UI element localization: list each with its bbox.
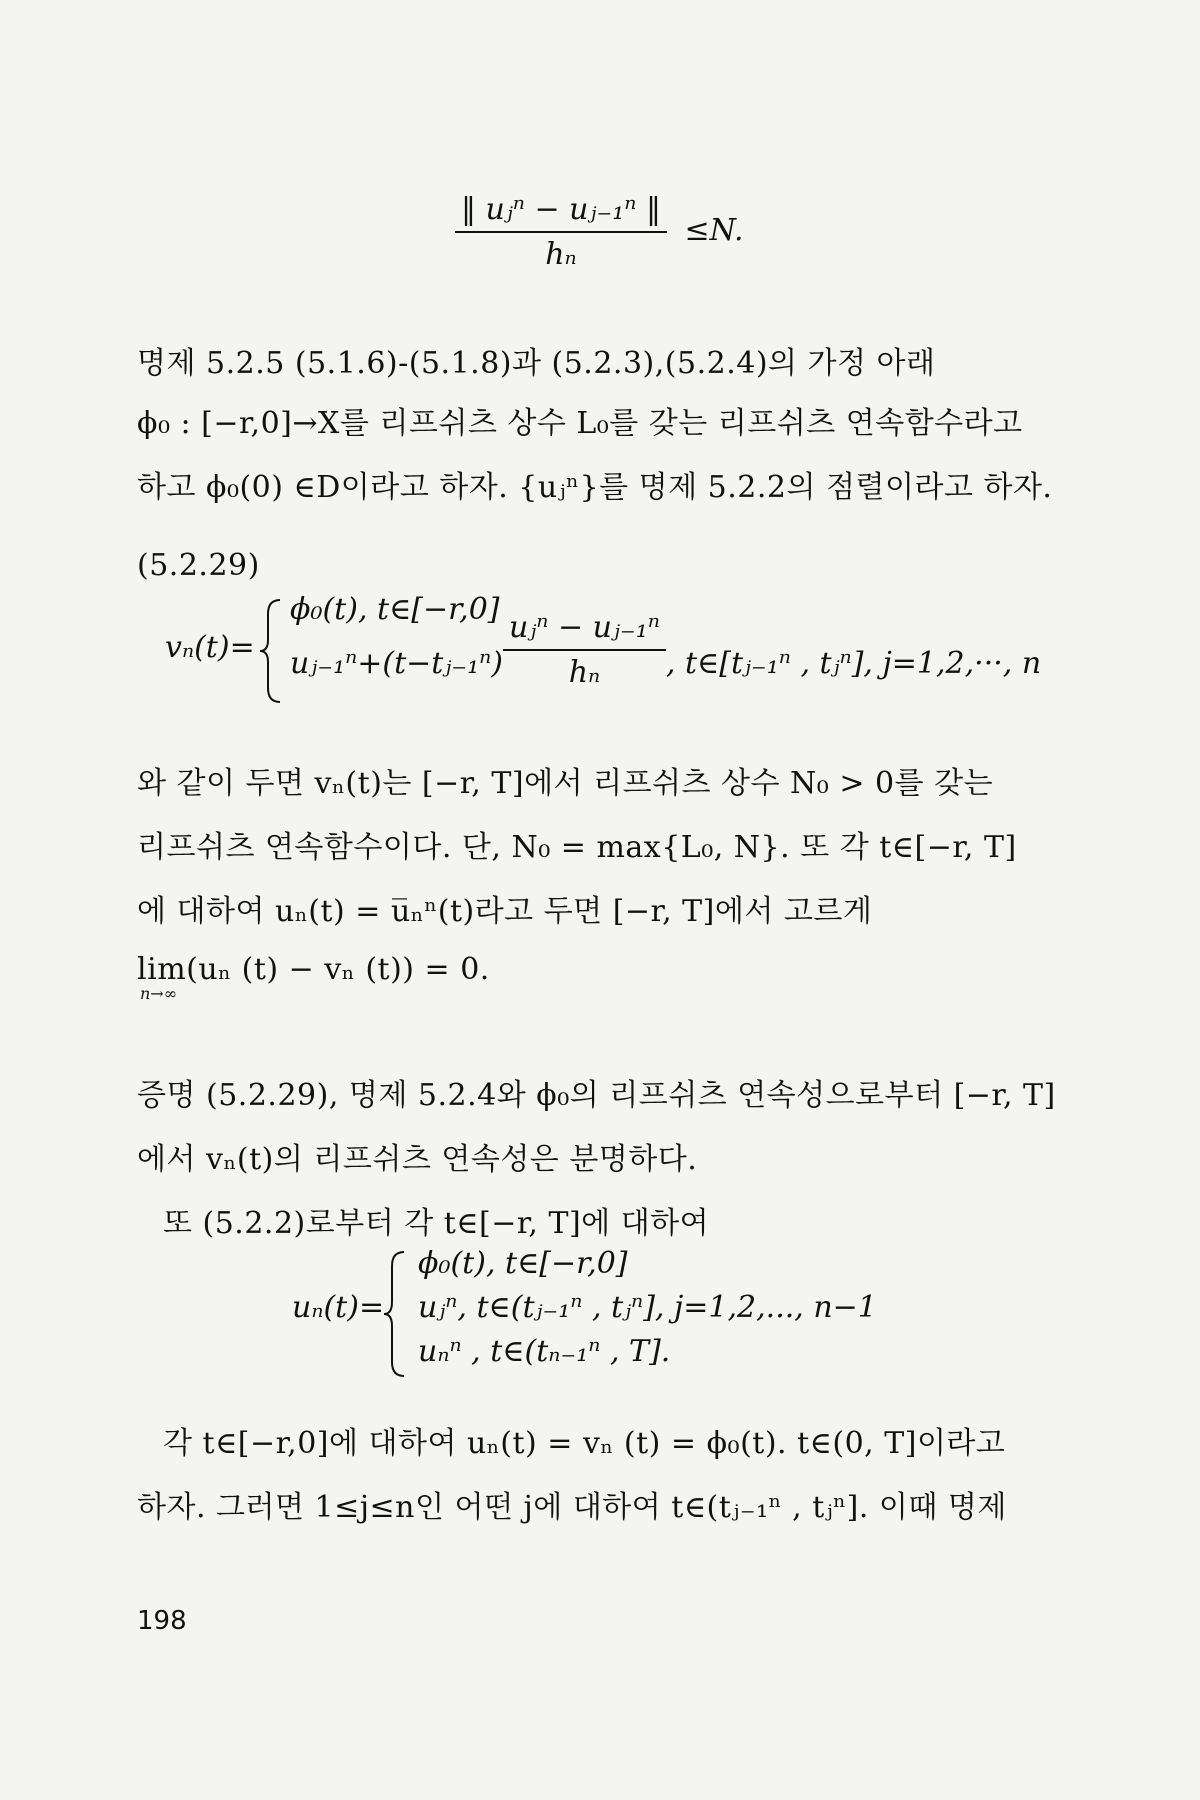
vn-case-2-fraction-numerator: uⱼⁿ − uⱼ₋₁ⁿ xyxy=(503,610,666,651)
proposition-line-3: 하고 ϕ₀(0) ∈D이라고 하자. {uⱼⁿ}를 명제 5.2.2의 점렬이라고 하자. xyxy=(137,470,1053,505)
left-brace-un xyxy=(382,1248,410,1380)
statement-line-1: 와 같이 두면 vₙ(t)는 [−r, T]에서 리프쉬츠 상수 N₀ > 0를 갖는 xyxy=(137,766,994,801)
statement-line-4: lim(uₙ (t) − vₙ (t)) = 0. xyxy=(137,952,490,987)
top-fraction-denominator: hₙ xyxy=(545,237,577,272)
proof-line-4: 각 t∈[−r,0]에 대하여 uₙ(t) = vₙ (t) = ϕ₀(t). t∈(0, T]이라고 xyxy=(163,1426,1006,1461)
top-inequality-rhs: ≤N. xyxy=(684,213,744,248)
vn-case-1: ϕ₀(t), t∈[−r,0] xyxy=(290,592,500,627)
statement-line-2: 리프쉬츠 연속함수이다. 단, N₀ = max{L₀, N}. 또 각 t∈[−r, T] xyxy=(137,830,1017,865)
top-fraction xyxy=(455,192,667,272)
equation-label: (5.2.29) xyxy=(137,548,260,583)
vn-case-2-fraction-denominator: hₙ xyxy=(568,655,601,690)
vn-case-2-suffix: , t∈[tⱼ₋₁ⁿ , tⱼⁿ], j=1,2,···, n xyxy=(665,646,1042,681)
vn-lhs: vₙ(t)= xyxy=(165,630,255,665)
top-fraction-numerator: ‖ uⱼⁿ − uⱼ₋₁ⁿ ‖ xyxy=(455,192,667,233)
proof-line-3: 또 (5.2.2)로부터 각 t∈[−r, T]에 대하여 xyxy=(163,1206,710,1241)
vn-case-2-prefix: uⱼ₋₁ⁿ+(t−tⱼ₋₁ⁿ) xyxy=(290,646,504,681)
proof-line-1: 증명 (5.2.29), 명제 5.2.4와 ϕ₀의 리프쉬츠 연속성으로부터 [−r, T] xyxy=(137,1078,1056,1113)
proposition-line-2: ϕ₀ : [−r,0]→X를 리프쉬츠 상수 L₀를 갖는 리프쉬츠 연속함수라고 xyxy=(137,406,1023,441)
vn-case-2 xyxy=(290,610,1042,690)
vn-case-2-fraction xyxy=(503,610,666,690)
top-inequality xyxy=(455,192,744,272)
un-case-1: ϕ₀(t), t∈[−r,0] xyxy=(418,1246,628,1281)
proposition-heading: 명제 5.2.5 (5.1.6)-(5.1.8)과 (5.2.3),(5.2.4)의 가정 아래 xyxy=(137,346,936,381)
proof-line-2: 에서 vₙ(t)의 리프쉬츠 연속성은 분명하다. xyxy=(137,1142,698,1177)
un-case-3: uₙⁿ , t∈(tₙ₋₁ⁿ , T]. xyxy=(418,1334,671,1369)
left-brace-vn xyxy=(258,596,286,706)
statement-line-3: 에 대하여 uₙ(t) = u̅ₙⁿ(t)라고 두면 [−r, T]에서 고르게 xyxy=(137,894,873,929)
un-lhs: uₙ(t)= xyxy=(292,1290,385,1325)
limit-subscript: n→∞ xyxy=(140,984,178,1003)
un-case-2: uⱼⁿ, t∈(tⱼ₋₁ⁿ , tⱼⁿ], j=1,2,..., n−1 xyxy=(418,1290,877,1325)
proof-line-5: 하자. 그러면 1≤j≤n인 어떤 j에 대하여 t∈(tⱼ₋₁ⁿ , tⱼⁿ]. 이때 명제 xyxy=(137,1490,1007,1525)
page-number: 198 xyxy=(137,1606,187,1636)
